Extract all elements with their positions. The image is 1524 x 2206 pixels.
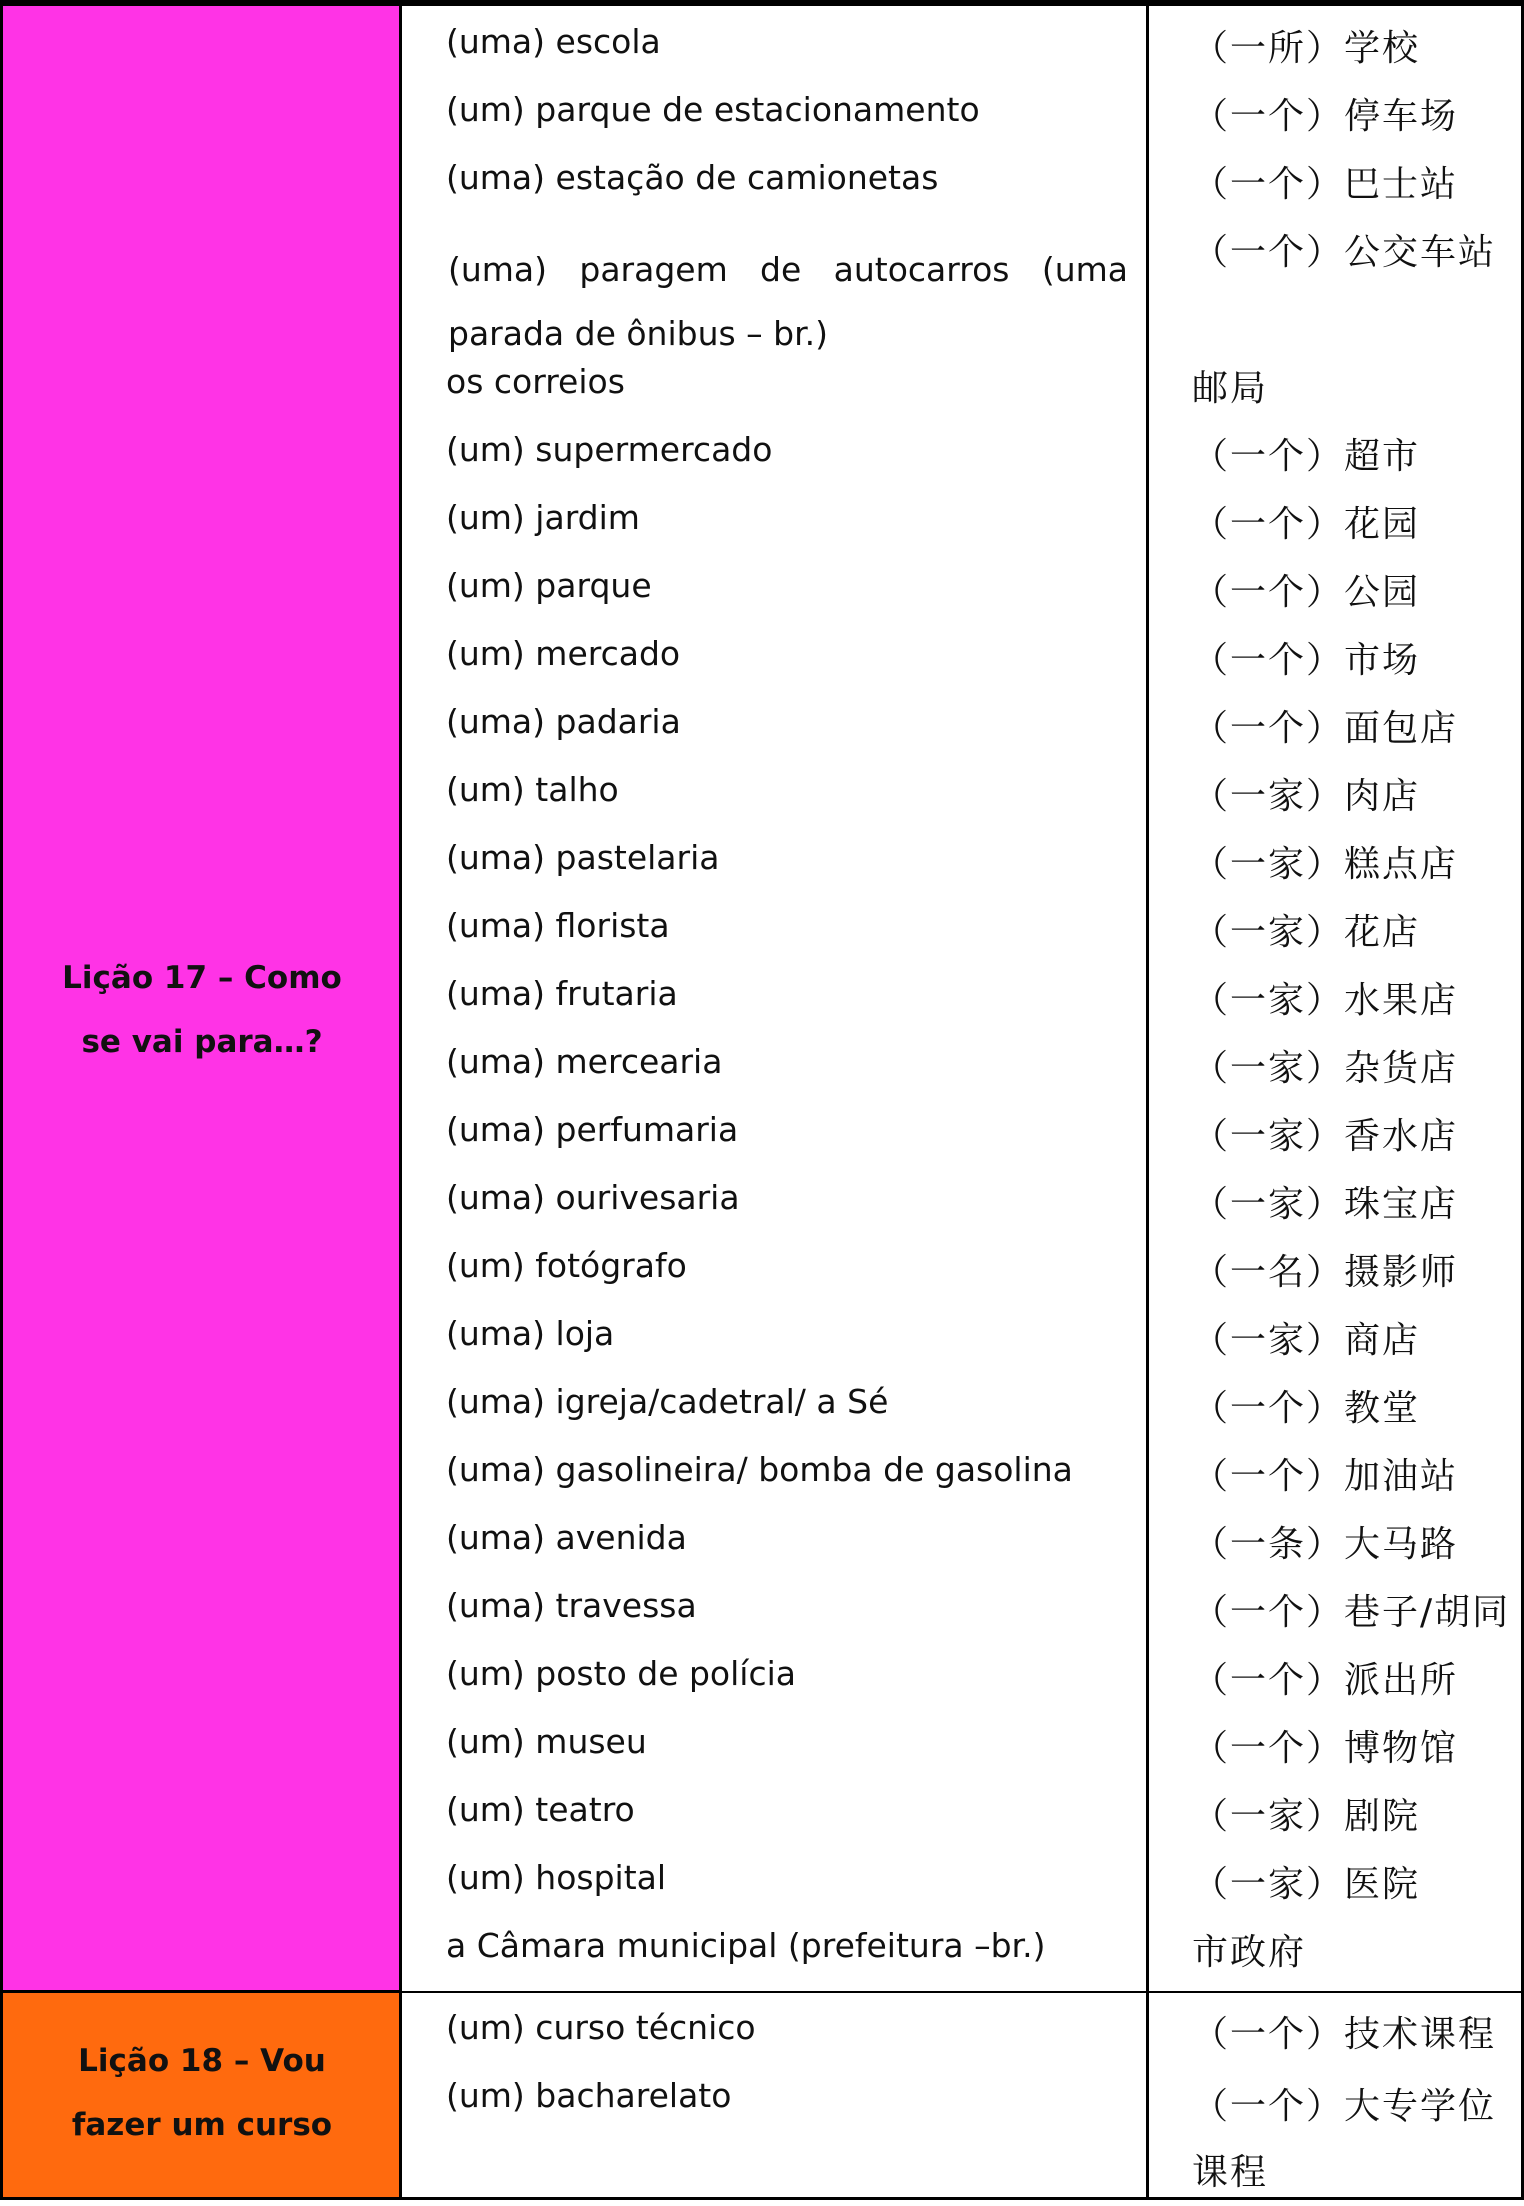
table-row	[402, 416, 1521, 484]
lesson-18-cell	[0, 1993, 401, 2200]
portuguese-term: (um) bacharelato	[446, 2076, 732, 2115]
table-row	[402, 824, 1521, 892]
chinese-term: （一家）糕点店	[1192, 844, 1459, 885]
table-row	[402, 892, 1521, 960]
table-row	[402, 688, 1521, 756]
portuguese-term: (um) parque de estacionamento	[446, 90, 980, 129]
portuguese-term: (uma) travessa	[446, 1586, 697, 1625]
table-row	[402, 144, 1521, 212]
lesson-17-cell	[0, 6, 401, 1993]
chinese-term: （一家）花店	[1192, 912, 1421, 953]
table-row	[402, 76, 1521, 144]
table-row	[402, 1164, 1521, 1232]
table-row	[402, 756, 1521, 824]
lesson-18-title-line1: Lição 18 – Vou	[78, 2043, 326, 2079]
portuguese-term: (uma) gasolineira/ bomba de gasolina	[446, 1450, 1073, 1489]
table-row	[402, 1994, 1521, 2062]
table-row	[402, 1436, 1521, 1504]
portuguese-term: (um) hospital	[446, 1858, 667, 1897]
column-divider	[1146, 6, 1149, 2200]
table-row	[402, 1776, 1521, 1844]
chinese-term: （一家）杂货店	[1192, 1048, 1459, 1089]
portuguese-term: (uma) loja	[446, 1314, 615, 1353]
chinese-term: （一个）公交车站	[1192, 232, 1497, 273]
table-row	[402, 1572, 1521, 1640]
portuguese-term: (um) talho	[446, 770, 619, 809]
chinese-term: （一个）停车场	[1192, 96, 1459, 137]
portuguese-term: os correios	[446, 362, 625, 401]
chinese-term: （一家）医院	[1192, 1864, 1421, 1905]
portuguese-term: (um) posto de polícia	[446, 1654, 796, 1693]
column-divider	[399, 6, 402, 2200]
chinese-term: （一名）摄影师	[1192, 1252, 1459, 1293]
portuguese-term: (uma) perfumaria	[446, 1110, 739, 1149]
chinese-term: 市政府	[1192, 1932, 1307, 1973]
lesson-divider	[399, 1991, 1524, 1993]
table-row	[402, 552, 1521, 620]
table-row	[402, 1028, 1521, 1096]
portuguese-term: (uma) padaria	[446, 702, 681, 741]
table-row	[402, 1640, 1521, 1708]
portuguese-term: (uma) frutaria	[446, 974, 678, 1013]
portuguese-term: (uma) escola	[446, 22, 661, 61]
chinese-term: （一家）肉店	[1192, 776, 1421, 817]
lesson-17-title-line2: se vai para…?	[81, 1024, 323, 1060]
portuguese-term: (um) mercado	[446, 634, 681, 673]
chinese-term: （一个）市场	[1192, 640, 1421, 681]
chinese-term: （一个）教堂	[1192, 1388, 1421, 1429]
portuguese-term: (um) museu	[446, 1722, 647, 1761]
table-row	[402, 960, 1521, 1028]
chinese-term: （一个）面包店	[1192, 708, 1459, 749]
table-row	[402, 212, 1521, 353]
lesson-18-title-line2: fazer um curso	[71, 2107, 333, 2143]
portuguese-term: (um) teatro	[446, 1790, 635, 1829]
chinese-term: （一家）珠宝店	[1192, 1184, 1459, 1225]
chinese-term: （一个）大专学位课程	[1192, 2086, 1497, 2193]
chinese-term: 邮局	[1192, 368, 1269, 409]
portuguese-term: (um) supermercado	[446, 430, 773, 469]
chinese-term: （一家）水果店	[1192, 980, 1459, 1021]
portuguese-term: (uma) avenida	[446, 1518, 687, 1557]
chinese-term: （一个）加油站	[1192, 1456, 1459, 1497]
chinese-term: （一个）技术课程	[1192, 2014, 1497, 2055]
table-row	[402, 1504, 1521, 1572]
chinese-term: （一个）派出所	[1192, 1660, 1459, 1701]
chinese-term: （一个）巴士站	[1192, 164, 1459, 205]
chinese-term: （一家）香水店	[1192, 1116, 1459, 1157]
portuguese-term-text: (uma) paragem de autocarros (uma parada de ônibus – br.)	[448, 250, 1128, 353]
table-row	[402, 2062, 1521, 2196]
portuguese-term	[448, 238, 1128, 366]
lesson-17-title-line1: Lição 17 – Como	[62, 960, 342, 996]
portuguese-term: (uma) pastelaria	[446, 838, 720, 877]
portuguese-term: (uma) florista	[446, 906, 670, 945]
table-row	[402, 348, 1521, 416]
portuguese-term: (uma) ourivesaria	[446, 1178, 740, 1217]
portuguese-term: a Câmara municipal (prefeitura –br.)	[446, 1926, 1046, 1965]
portuguese-term: (uma) estação de camionetas	[446, 158, 939, 197]
chinese-term: （一家）剧院	[1192, 1796, 1421, 1837]
chinese-term: （一个）公园	[1192, 572, 1421, 613]
table-row	[402, 8, 1521, 76]
chinese-term: （一所）学校	[1192, 28, 1421, 69]
table-row	[402, 1232, 1521, 1300]
chinese-term: （一个）超市	[1192, 436, 1421, 477]
chinese-term: （一个）花园	[1192, 504, 1421, 545]
table-row	[402, 1844, 1521, 1912]
table-row	[402, 1912, 1521, 1980]
table-row	[402, 484, 1521, 552]
chinese-term: （一个）巷子/胡同	[1192, 1592, 1511, 1633]
chinese-term: （一家）商店	[1192, 1320, 1421, 1361]
portuguese-term: (uma) igreja/cadetral/ a Sé	[446, 1382, 889, 1421]
portuguese-term: (um) curso técnico	[446, 2008, 756, 2047]
table-row	[402, 1368, 1521, 1436]
chinese-term: （一条）大马路	[1192, 1524, 1459, 1565]
table-row	[402, 1300, 1521, 1368]
table-row	[402, 1708, 1521, 1776]
lesson-18-title	[3, 2029, 401, 2157]
portuguese-term: (uma) mercearia	[446, 1042, 723, 1081]
lesson-17-title	[3, 946, 401, 1074]
portuguese-term: (um) jardim	[446, 498, 640, 537]
portuguese-term: (um) fotógrafo	[446, 1246, 687, 1285]
table-row	[402, 1096, 1521, 1164]
portuguese-term: (um) parque	[446, 566, 652, 605]
chinese-term: （一个）博物馆	[1192, 1728, 1459, 1769]
table-row	[402, 620, 1521, 688]
